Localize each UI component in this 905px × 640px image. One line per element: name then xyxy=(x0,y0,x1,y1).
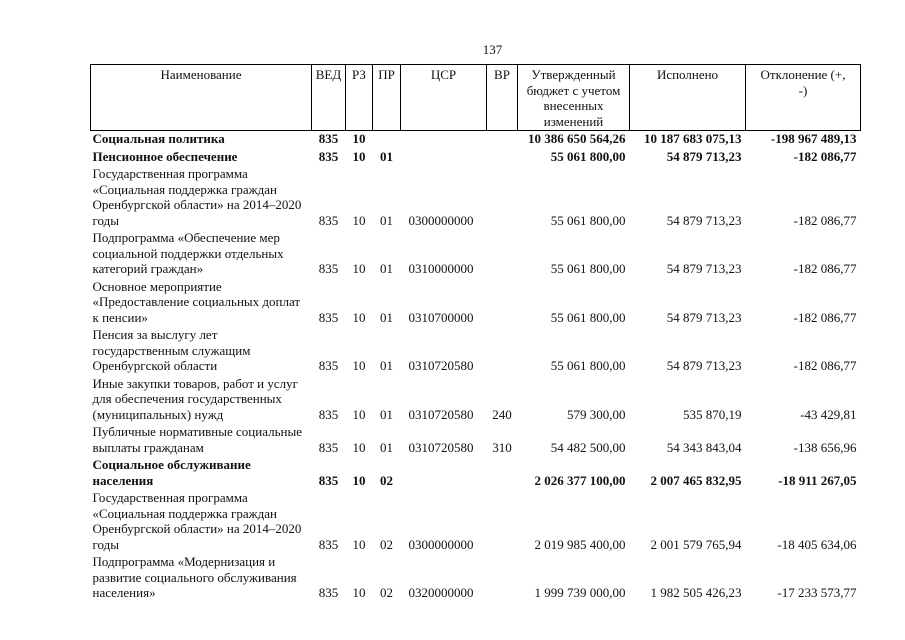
cell-executed: 54 879 713,23 xyxy=(666,148,742,164)
cell-approved: 55 061 800,00 xyxy=(550,261,626,276)
cell-ved: 835 xyxy=(318,212,339,228)
cell-pr xyxy=(373,131,401,149)
cell-pr: 01 xyxy=(380,309,393,325)
cell-executed: 10 187 683 075,13 xyxy=(644,131,742,146)
cell-approved: 55 061 800,00 xyxy=(550,309,626,325)
cell-ved: 835 xyxy=(318,536,339,552)
page-number: 137 xyxy=(482,42,503,57)
cell-name: Социальное обслуживание населения xyxy=(92,457,251,488)
cell-executed: 54 879 713,23 xyxy=(666,309,742,325)
cell-rz: 10 xyxy=(352,212,366,228)
cell-ved: 835 xyxy=(318,261,339,276)
cell-rz: 10 xyxy=(352,358,366,373)
table-row xyxy=(91,166,861,230)
cell-vr xyxy=(487,554,518,603)
table-row xyxy=(91,490,861,554)
cell-executed: 2 007 465 832,95 xyxy=(650,472,742,488)
cell-deviation: -182 086,77 xyxy=(793,261,857,276)
cell-vr xyxy=(487,327,518,376)
cell-approved: 579 300,00 xyxy=(567,406,626,422)
cell-ved: 835 xyxy=(318,148,339,164)
cell-rz: 10 xyxy=(352,585,366,600)
cell-name: Пенсия за выслугу лет государственным служащим Оренбургской области xyxy=(92,327,251,373)
table-row xyxy=(91,131,861,149)
cell-ved: 835 xyxy=(318,472,339,488)
cell-executed: 54 879 713,23 xyxy=(666,358,742,373)
cell-approved: 55 061 800,00 xyxy=(550,358,626,373)
cell-executed: 54 879 713,23 xyxy=(666,212,742,228)
cell-rz: 10 xyxy=(352,131,366,146)
cell-ved: 835 xyxy=(318,309,339,325)
table-body xyxy=(91,131,861,603)
cell-deviation: -182 086,77 xyxy=(793,212,857,228)
cell-rz: 10 xyxy=(352,472,366,488)
cell-approved: 54 482 500,00 xyxy=(550,439,626,455)
cell-name: Подпрограмма «Обеспечение мер социальной поддержки отдельных категорий граждан» xyxy=(92,230,284,276)
cell-deviation: -43 429,81 xyxy=(800,406,857,422)
table-row xyxy=(91,376,861,425)
column-header-approved: Утвержденный бюджет с учетом внесенных изменений xyxy=(518,65,630,131)
cell-csr xyxy=(401,149,487,167)
cell-deviation: -182 086,77 xyxy=(793,309,857,325)
cell-pr: 01 xyxy=(380,148,393,164)
table-row xyxy=(91,149,861,167)
table-row xyxy=(91,327,861,376)
column-header-ved: ВЕД xyxy=(312,65,346,131)
cell-rz: 10 xyxy=(352,439,366,455)
cell-executed: 54 879 713,23 xyxy=(666,261,742,276)
cell-deviation: -198 967 489,13 xyxy=(770,131,857,146)
cell-name: Государственная программа «Социальная поддержка граждан Оренбургской области» на 2014–2020 годы xyxy=(92,166,302,228)
cell-csr: 0310700000 xyxy=(408,309,474,325)
cell-pr: 01 xyxy=(380,439,393,455)
cell-csr xyxy=(401,457,487,490)
table-header-row xyxy=(91,65,861,131)
cell-csr: 0300000000 xyxy=(408,212,474,228)
cell-deviation: -182 086,77 xyxy=(793,148,857,164)
cell-pr: 01 xyxy=(380,261,393,276)
cell-pr: 02 xyxy=(380,585,393,600)
column-header-pr: ПР xyxy=(373,65,401,131)
cell-csr: 0310000000 xyxy=(408,261,474,276)
cell-vr xyxy=(487,230,518,279)
cell-deviation: -17 233 573,77 xyxy=(777,585,857,600)
cell-vr xyxy=(487,279,518,328)
table-row xyxy=(91,457,861,490)
cell-approved: 55 061 800,00 xyxy=(550,212,626,228)
cell-vr xyxy=(487,490,518,554)
cell-csr: 0310720580 xyxy=(408,406,474,422)
cell-executed: 535 870,19 xyxy=(683,406,742,422)
cell-name: Пенсионное обеспечение xyxy=(92,148,238,164)
cell-pr: 01 xyxy=(380,212,393,228)
cell-approved: 10 386 650 564,26 xyxy=(528,131,626,146)
cell-deviation: -138 656,96 xyxy=(793,439,857,455)
column-header-name: Наименование xyxy=(91,65,312,131)
cell-pr: 02 xyxy=(380,472,393,488)
cell-pr: 02 xyxy=(380,536,393,552)
cell-vr xyxy=(487,166,518,230)
column-header-executed: Исполнено xyxy=(630,65,746,131)
cell-ved: 835 xyxy=(318,131,339,146)
cell-executed: 2 001 579 765,94 xyxy=(650,536,742,552)
budget-table xyxy=(90,64,861,603)
cell-ved: 835 xyxy=(318,585,339,600)
cell-name: Иные закупки товаров, работ и услуг для обеспечения государственных (муниципальных) нужд xyxy=(92,375,298,422)
column-header-rz: РЗ xyxy=(346,65,373,131)
cell-csr: 0320000000 xyxy=(408,585,474,600)
table-row xyxy=(91,424,861,457)
cell-csr: 0310720580 xyxy=(408,439,474,455)
cell-deviation: -182 086,77 xyxy=(793,358,857,373)
cell-rz: 10 xyxy=(352,148,366,164)
cell-ved: 835 xyxy=(318,439,339,455)
cell-name: Публичные нормативные социальные выплаты гражданам xyxy=(92,424,302,455)
cell-vr xyxy=(487,457,518,490)
column-header-csr: ЦСР xyxy=(401,65,487,131)
cell-ved: 835 xyxy=(318,358,339,373)
cell-approved: 2 026 377 100,00 xyxy=(534,472,626,488)
cell-approved: 55 061 800,00 xyxy=(550,148,626,164)
cell-name: Основное мероприятие «Предоставление социальных доплат к пенсии» xyxy=(92,278,301,325)
table-row xyxy=(91,230,861,279)
table-row xyxy=(91,554,861,603)
cell-vr xyxy=(487,131,518,149)
cell-name: Подпрограмма «Модернизация и развитие социального обслуживания населения» xyxy=(92,554,297,600)
cell-rz: 10 xyxy=(352,536,366,552)
cell-deviation: -18 405 634,06 xyxy=(777,536,857,552)
cell-vr: 240 xyxy=(492,406,512,422)
cell-approved: 2 019 985 400,00 xyxy=(534,536,626,552)
cell-ved: 835 xyxy=(318,406,339,422)
cell-rz: 10 xyxy=(352,309,366,325)
cell-csr xyxy=(401,131,487,149)
cell-deviation: -18 911 267,05 xyxy=(778,472,857,488)
column-header-vr: ВР xyxy=(487,65,518,131)
cell-pr: 01 xyxy=(380,406,393,422)
cell-csr: 0300000000 xyxy=(408,536,474,552)
cell-vr xyxy=(487,149,518,167)
column-header-deviation: Отклонение (+, -) xyxy=(746,65,861,131)
table-row xyxy=(91,279,861,328)
cell-csr: 0310720580 xyxy=(408,358,474,373)
cell-pr: 01 xyxy=(380,358,393,373)
cell-rz: 10 xyxy=(352,261,366,276)
cell-rz: 10 xyxy=(352,406,366,422)
cell-name: Государственная программа «Социальная поддержка граждан Оренбургской области» на 2014–2020 годы xyxy=(92,490,302,552)
cell-approved: 1 999 739 000,00 xyxy=(534,585,626,600)
cell-name: Социальная политика xyxy=(92,131,225,146)
cell-vr: 310 xyxy=(492,439,512,455)
cell-executed: 54 343 843,04 xyxy=(666,439,742,455)
cell-executed: 1 982 505 426,23 xyxy=(650,585,742,600)
